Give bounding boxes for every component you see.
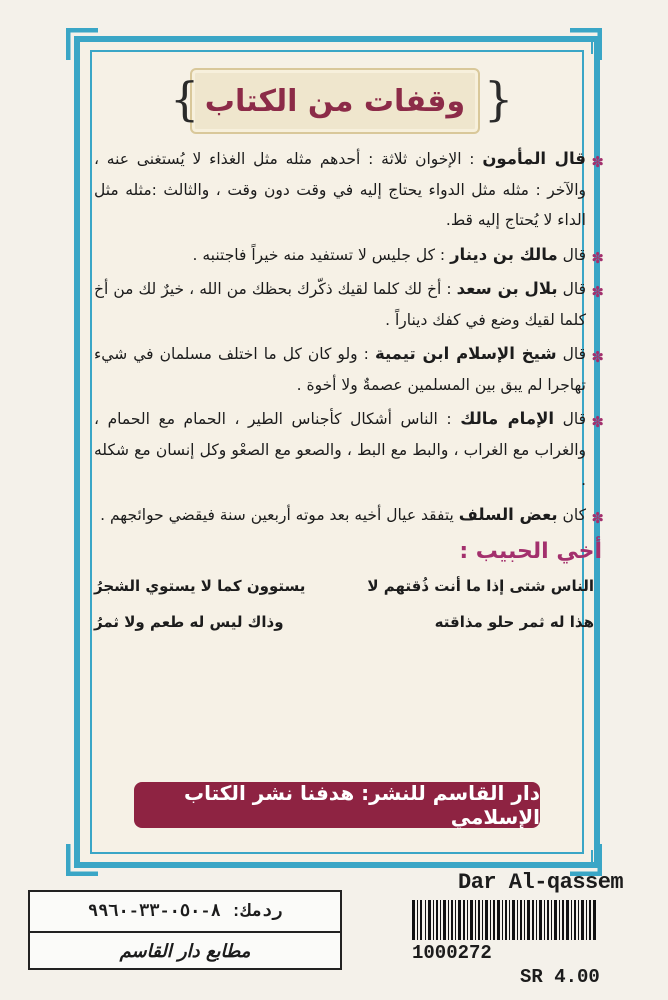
- corner-ornament-icon: [66, 842, 100, 876]
- left-brace-icon: {: [170, 72, 200, 126]
- quote-speaker: قال المأمون: [482, 149, 586, 168]
- quote-text: : الناس أشكال كأجناس الطير ، الحمام مع الحمام ، والغراب مع الغراب ، والبط مع البط ، والصعو مع الصعْو وكل إنسان مع شكله .: [94, 410, 586, 489]
- quote-item: [94, 500, 602, 531]
- barcode-icon: [412, 900, 598, 940]
- bullet-star-icon: ✽: [591, 283, 604, 301]
- bullet-star-icon: ✽: [591, 348, 604, 366]
- poem-hemistich: الناس شتى إذا ما أنت ذُقتهم لا: [367, 577, 594, 595]
- section-heading: أخي الحبيب :: [459, 539, 602, 564]
- quote-speaker: شيخ الإسلام ابن تيمية: [374, 344, 557, 363]
- corner-ornament-icon: [66, 28, 100, 62]
- price-label: SR 4.00: [520, 966, 600, 988]
- quote-text: : الإخوان ثلاثة : أحدهم مثله مثل الغذاء لا يُستغنى عنه ، والآخر : مثله مثل الدواء يحتاج إليه في وقت دون وقت ، والثالث :مثله مثل الداء لا يُحتاج إليه قط.: [94, 150, 586, 229]
- isbn-box: [28, 890, 342, 970]
- poem: [94, 568, 602, 640]
- quote-prefix: قال: [557, 280, 586, 298]
- poem-hemistich: يستوون كما لا يستوي الشجرُ: [94, 577, 306, 595]
- quote-prefix: كان: [557, 505, 586, 524]
- quote-speaker: بلال بن سعد: [456, 279, 558, 298]
- quote-item: [94, 404, 602, 496]
- publisher-banner: دار القاسم للنشر: هدفنا نشر الكتاب الإسلامي: [134, 782, 540, 828]
- title-plate: [190, 68, 480, 134]
- quote-prefix: قال: [554, 410, 586, 428]
- bullet-star-icon: ✽: [591, 153, 604, 171]
- isbn-number: ردمك: ٨-٠٥٠-٣٣-٩٩٦٠: [30, 892, 340, 933]
- quote-text: يتفقد عيال أخيه بعد موته أربعين سنة فيقضي حوائجهم .: [100, 505, 459, 524]
- bullet-star-icon: ✽: [591, 508, 604, 527]
- quote-item: [94, 339, 602, 400]
- quotes-section: [94, 144, 602, 640]
- page-title: وقفات من الكتاب: [204, 83, 466, 119]
- bullet-star-icon: ✽: [591, 248, 604, 267]
- publisher-name: Dar Al-qassem: [458, 870, 624, 895]
- poem-hemistich: وذاك ليس له طعم ولا ثمرُ: [94, 613, 284, 631]
- poem-verse: [94, 604, 594, 640]
- corner-ornament-icon: [568, 28, 602, 62]
- quote-text: : ولو كان كل ما اختلف مسلمان في شيء تهاجرا لم يبق بين المسلمين عصمةٌ ولا أخوة .: [94, 345, 586, 394]
- quote-prefix: قال: [556, 345, 586, 363]
- quote-speaker: مالك بن دينار: [450, 244, 558, 264]
- poem-hemistich: هذا له ثمر حلو مذاقته: [434, 613, 594, 631]
- bullet-star-icon: ✽: [591, 413, 604, 431]
- quote-item: [94, 144, 602, 236]
- quote-text: : أخ لك كلما لقيك ذكّرك بحظك من الله ، خيرٌ لك من أخ كلما لقيك وضع في كفك ديناراً .: [94, 280, 586, 329]
- printer-name: مطابع دار القاسم: [119, 940, 251, 962]
- quote-item: [94, 274, 602, 335]
- quote-prefix: قال: [557, 245, 586, 264]
- quote-item: [94, 240, 602, 271]
- barcode-number: 1000272: [412, 942, 492, 964]
- right-brace-icon: }: [484, 72, 514, 126]
- quote-speaker: الإمام مالك: [460, 409, 555, 428]
- poem-verse: [94, 568, 594, 604]
- quote-text: : كل جليس لا تستفيد منه خيراً فاجتنبه .: [192, 245, 451, 264]
- quote-speaker: بعض السلف: [458, 504, 558, 524]
